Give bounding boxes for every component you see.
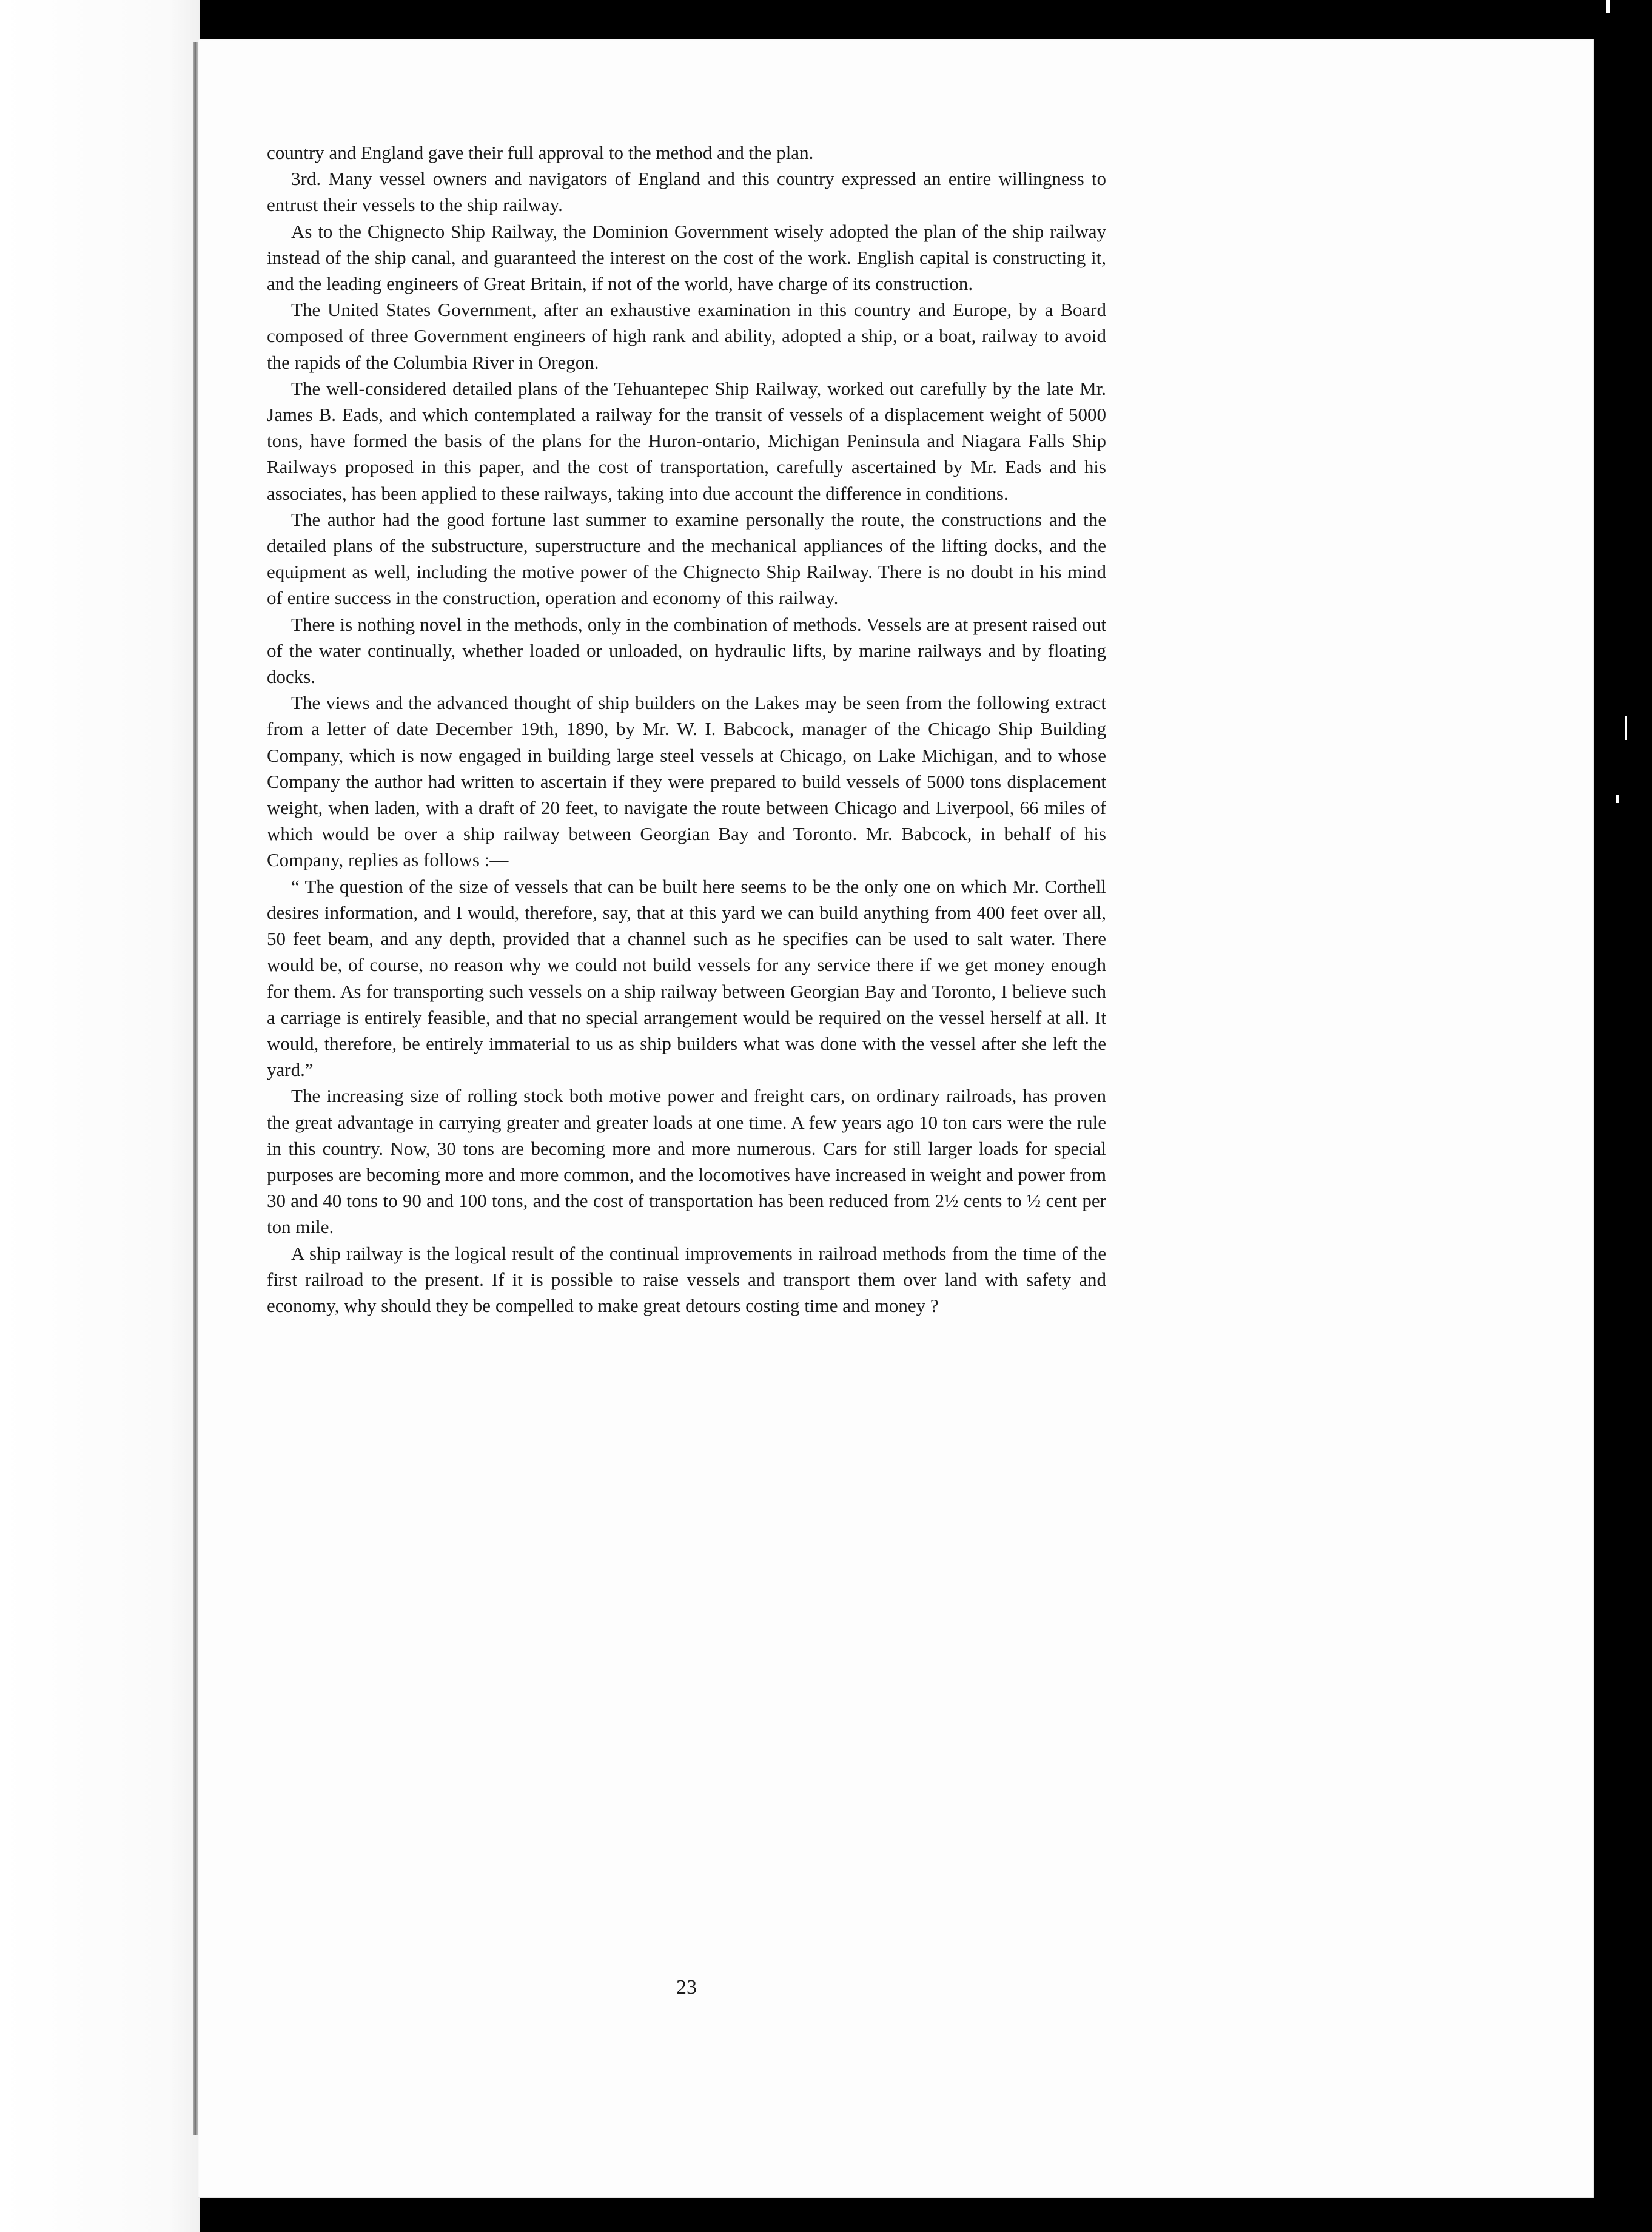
scan-artifact (1625, 716, 1627, 740)
body-text (267, 140, 1106, 1319)
paragraph: 3rd. Many vessel owners and navigators of England and this country expressed an entire willingness to entrust their vessels to the ship railway. (267, 168, 1106, 216)
paragraph: The well-considered detailed plans of the Tehuantepec Ship Railway, worked out carefully by the late Mr. James B. Eads, and which contemplated a railway for the transit of vessels of a displacement weight of 5000 tons, have formed the basis of the plans for the Huron-ontario, Michigan Peninsula and Niagara Falls Ship Railways proposed in this paper, and the cost of transportation, carefully ascertained by Mr. Eads and his associates, has been applied to these railways, taking into due account the difference in conditions. (267, 377, 1106, 504)
paragraph: country and England gave their full approval to the method and the plan. (267, 142, 814, 163)
paragraph: The views and the advanced thought of ship builders on the Lakes may be seen from the following extract from a letter of date December 19th, 1890, by Mr. W. I. Babcock, manager of the Chicago Ship Building Company, which is now engaged in building large steel vessels at Chicago, on Lake Michigan, and to whose Company the author had written to ascertain if they were prepared to build vessels of 5000 tons displacement weight, when laden, with a draft of 20 feet, to navigate the route between Chicago and Liverpool, 66 miles of which would be over a ship railway between Georgian Bay and Toronto. Mr. Babcock, in behalf of his Company, replies as follows :— (267, 692, 1106, 871)
scan-artifact (1616, 795, 1619, 803)
paragraph: The increasing size of rolling stock both motive power and freight cars, on ordinary railroads, has proven the great advantage in carrying greater and greater loads at one time. A few years ago 10 ton cars were the rule in this country. Now, 30 tons are becoming more and more numerous. Cars for still larger loads for special purposes are becoming more and more common, and the locomotives have increased in weight and power from 30 and 40 tons to 90 and 100 tons, and the cost of transportation has been reduced from 2½ cents to ½ cent per ton mile. (267, 1085, 1106, 1238)
paragraph: A ship railway is the logical result of the continual improvements in railroad methods from the time of the first railroad to the present. If it is possible to raise vessels and transport them over land with safety and economy, why should they be compelled to make great detours costing time and money ? (267, 1242, 1106, 1316)
facing-page-edge (0, 0, 200, 2232)
quoted-letter: “ The question of the size of vessels that can be built here seems to be the only one on which Mr. Corthell desires information, and I would, therefore, say, that at this yard we can build anything from 400 feet over all, 50 feet beam, and any depth, provided that a channel such as he specifies can be used to salt water. There would be, of course, no reason why we could not build vessels for any service there if we get money enough for them. As for transporting such vessels on a ship railway between Georgian Bay and Toronto, I believe such a carriage is entirely feasible, and that no special arrangement would be required on the vessel herself at all. It would, therefore, be entirely immaterial to us as ship builders what was done with the vessel after she left the yard.” (267, 875, 1106, 1081)
scan-artifact (1606, 0, 1610, 13)
paragraph: The author had the good fortune last summer to examine personally the route, the constructions and the detailed plans of the substructure, superstructure and the mechanical appliances of the lifting docks, and the equipment as well, including the motive power of the Chignecto Ship Railway. There is no doubt in his mind of entire success in the construction, operation and economy of this railway. (267, 508, 1106, 609)
page-gutter-shadow (193, 42, 198, 2135)
page-number: 23 (676, 1976, 697, 1998)
paragraph: As to the Chignecto Ship Railway, the Dominion Government wisely adopted the plan of the ship railway instead of the ship canal, and guaranteed the interest on the cost of the work. English capital is constructing it, and the leading engineers of Great Britain, if not of the world, have charge of its construction. (267, 220, 1106, 295)
paragraph: There is nothing novel in the methods, only in the combination of methods. Vessels are at present raised out of the water continually, whether loaded or unloaded, on hydraulic lifts, by marine railways and by floating docks. (267, 613, 1106, 688)
paragraph: The United States Government, after an exhaustive examination in this country and Europe, by a Board composed of three Government engineers of high rank and ability, adopted a ship, or a boat, railway to avoid the rapids of the Columbia River in Oregon. (267, 299, 1106, 373)
